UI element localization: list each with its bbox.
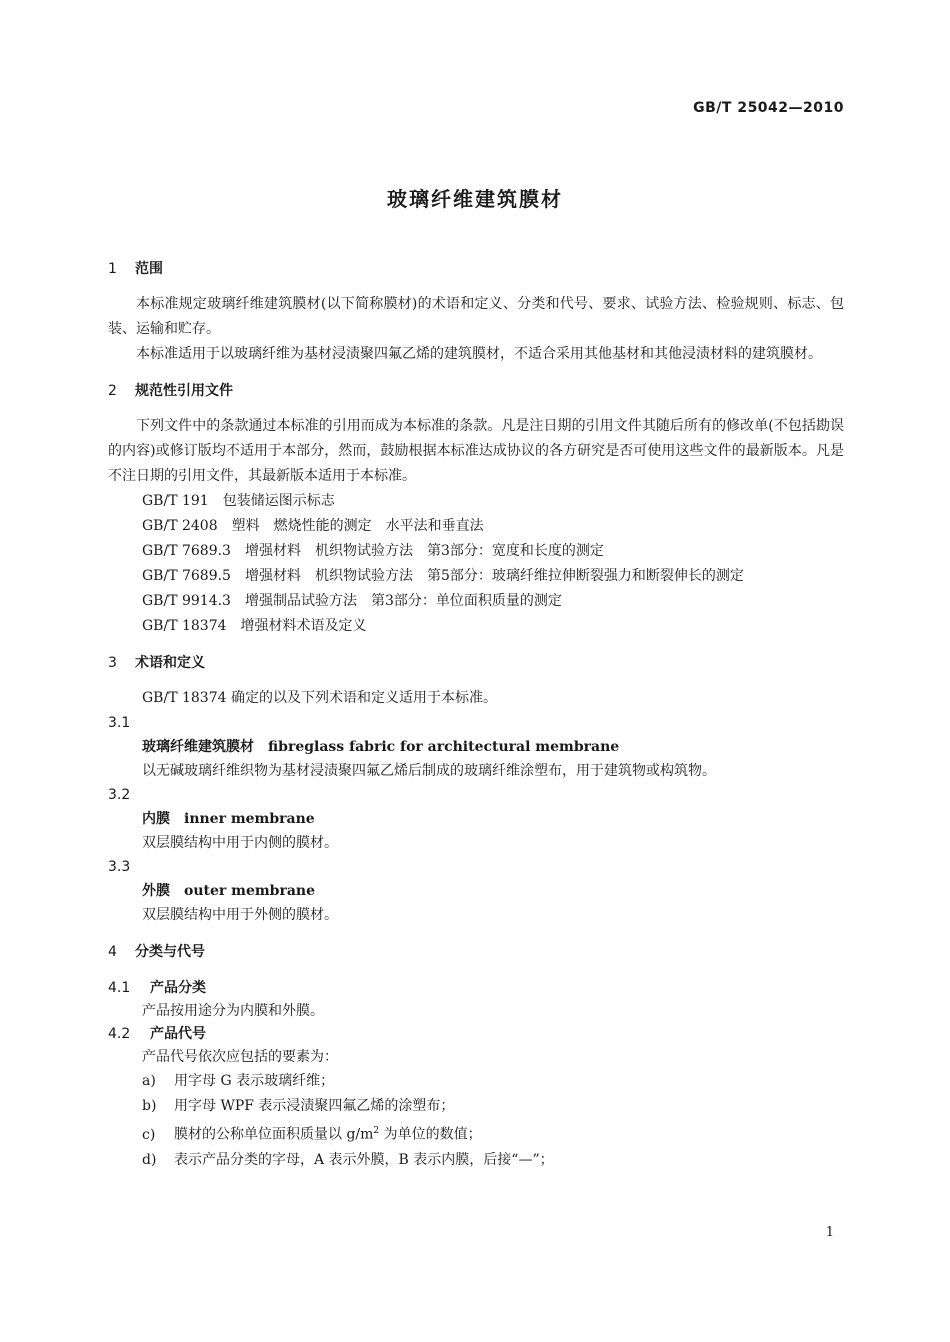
paragraph: 产品代号依次应包括的要素为： [142, 1049, 338, 1065]
reference-code: GB/T 191 [142, 493, 209, 509]
section-heading [108, 941, 844, 963]
term-number: 3.1 [108, 715, 131, 731]
paragraph: GB/T 18374 确定的以及下列术语和定义适用于本标准。 [142, 690, 497, 706]
list-text-post: 为单位的数值； [379, 1126, 482, 1143]
subsection-title: 产品代号 [150, 1026, 206, 1042]
paragraph: 产品按用途分为内膜和外膜。 [142, 1003, 324, 1019]
term-zh: 内膜 [142, 811, 170, 827]
standard-code: GB/T 25042—2010 [693, 100, 844, 116]
term-en: outer membrane [184, 883, 315, 899]
section-number: 4 [108, 944, 117, 960]
term-heading [108, 807, 844, 831]
subsection-number: 4.2 [108, 1026, 131, 1042]
reference-title: 增强材料术语及定义 [240, 618, 367, 634]
reference-title: 增强制品试验方法 第3部分：单位面积质量的测定 [244, 593, 562, 609]
list-text-pre: 膜材的公称单位面积质量以 g/m [174, 1126, 374, 1143]
subsection-heading [108, 977, 844, 999]
term-en: fibreglass fabric for architectural membrane [268, 739, 620, 755]
reference-code: GB/T 7689.5 [142, 568, 231, 584]
term-en: inner membrane [184, 811, 315, 827]
reference-item [108, 564, 844, 589]
list-text: 表示产品分类的字母，A 表示外膜，B 表示内膜，后接“—”； [174, 1151, 554, 1168]
section-heading [108, 652, 844, 674]
paragraph: 下列文件中的条款通过本标准的引用而成为本标准的条款。凡是注日期的引用文件其随后所有的修改单(不包括勘误的内容)或修订版均不适用于本部分，然而，鼓励根据本标准达成协议的各方研究是否可使用这些文件的最新版本。凡是不注日期的引用文件，其最新版本适用于本标准。 [108, 418, 844, 484]
section-number: 3 [108, 655, 117, 671]
paragraph: 本标准规定玻璃纤维建筑膜材(以下简称膜材)的术语和定义、分类和代号、要求、试验方法、检验规则、标志、包装、运输和贮存。 [108, 296, 844, 337]
reference-code: GB/T 7689.3 [142, 543, 231, 559]
list-item [108, 1119, 844, 1148]
reference-code: GB/T 2408 [142, 518, 218, 534]
reference-code: GB/T 18374 [142, 618, 227, 634]
section-heading [108, 380, 844, 402]
reference-title: 包装储运图示标志 [222, 493, 335, 509]
term-definition: 双层膜结构中用于外侧的膜材。 [142, 907, 338, 923]
term-zh: 外膜 [142, 883, 170, 899]
subsection-number: 4.1 [108, 980, 131, 996]
list-item [108, 1148, 844, 1173]
reference-title: 塑料 燃烧性能的测定 水平法和垂直法 [231, 518, 484, 534]
term-definition: 以无碱玻璃纤维织物为基材浸渍聚四氟乙烯后制成的玻璃纤维涂塑布，用于建筑物或构筑物。 [142, 763, 716, 779]
reference-code: GB/T 9914.3 [142, 593, 231, 609]
list-label: a) [142, 1073, 156, 1089]
list-text: 用字母 G 表示玻璃纤维； [174, 1073, 335, 1089]
reference-item [108, 589, 844, 614]
section-heading [108, 258, 844, 280]
list-label: d) [142, 1151, 157, 1168]
subsection-heading [108, 1023, 844, 1045]
reference-item [108, 514, 844, 539]
superscript: 2 [373, 1126, 380, 1136]
list-label: b) [142, 1098, 157, 1114]
page-title: 玻璃纤维建筑膜材 [387, 187, 563, 211]
section-title: 分类与代号 [135, 944, 205, 960]
list-item [108, 1094, 844, 1119]
term-heading [108, 735, 844, 759]
list-label: c) [142, 1126, 156, 1143]
section-number: 1 [108, 261, 117, 277]
reference-item [108, 489, 844, 514]
list-item [108, 1069, 844, 1094]
reference-title: 增强材料 机织物试验方法 第5部分：玻璃纤维拉伸断裂强力和断裂伸长的测定 [244, 568, 744, 584]
term-zh: 玻璃纤维建筑膜材 [142, 739, 254, 755]
document-body [108, 258, 844, 1173]
list-text: 用字母 WPF 表示浸渍聚四氟乙烯的涂塑布； [174, 1098, 455, 1114]
subsection-title: 产品分类 [150, 980, 206, 996]
page-number: 1 [825, 1225, 834, 1240]
section-number: 2 [108, 383, 117, 399]
reference-item [108, 614, 844, 639]
section-title: 术语和定义 [135, 655, 205, 671]
term-number: 3.2 [108, 787, 131, 803]
paragraph: 本标准适用于以玻璃纤维为基材浸渍聚四氟乙烯的建筑膜材，不适合采用其他基材和其他浸渍材料的建筑膜材。 [136, 346, 822, 362]
term-number: 3.3 [108, 859, 131, 875]
reference-title: 增强材料 机织物试验方法 第3部分：宽度和长度的测定 [244, 543, 604, 559]
term-heading [108, 879, 844, 903]
section-title: 规范性引用文件 [135, 383, 233, 399]
section-title: 范围 [135, 261, 163, 277]
reference-item [108, 539, 844, 564]
term-definition: 双层膜结构中用于内侧的膜材。 [142, 835, 338, 851]
